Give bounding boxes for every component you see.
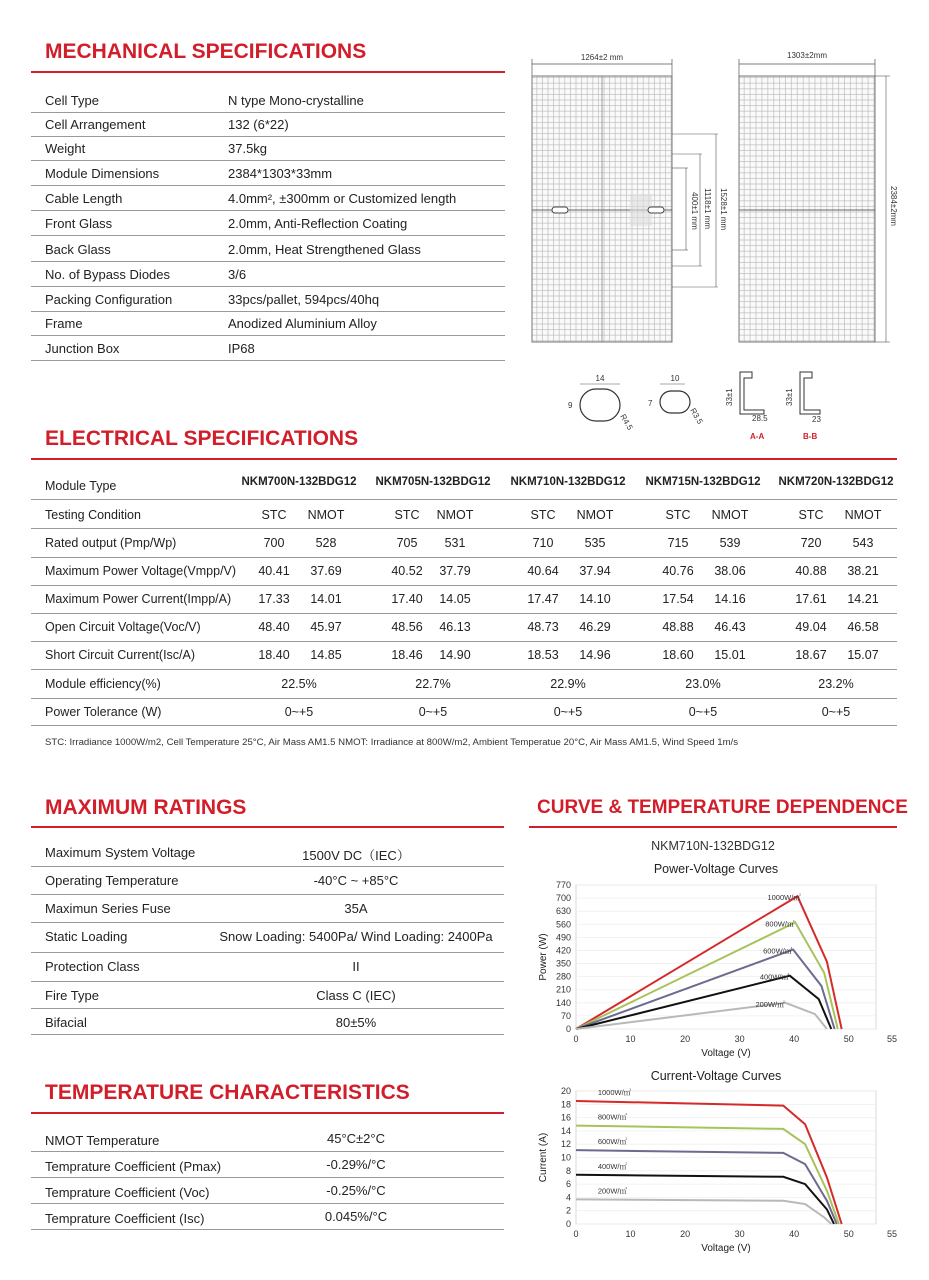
mechanical-row-value: 2384*1303*33mm [228,166,333,181]
testing-condition-label: Testing Condition [45,508,141,522]
nmot-label: NMOT [307,508,345,522]
y-axis-label: Current (A) [538,1132,549,1183]
mechanical-row-label: Front Glass [45,216,113,231]
electrical-value: 539 [719,536,741,550]
x-tick-label: 50 [843,1034,854,1044]
y-tick-label: 210 [555,984,571,995]
ratings-row [31,1008,504,1035]
ratings-row-value: -40°C ~ +85°C [313,873,399,888]
x-tick-label: 10 [625,1229,636,1239]
temperature-row-value: 45°C±2°C [327,1131,385,1146]
ratings-row [31,894,504,923]
ratings-row-label: Static Loading [45,929,128,944]
electrical-value: 715 [667,536,689,550]
ratings-row-label: Protection Class [45,959,140,974]
mechanical-row-value: 132 (6*22) [228,117,289,132]
electrical-value: 17.61 [795,592,827,606]
electrical-value: 17.33 [258,592,290,606]
mechanical-row [31,262,505,287]
temperature-title-rule [31,1112,504,1114]
electrical-value: 37.69 [310,564,342,578]
mechanical-row [31,186,505,211]
temperature-row-label: Temprature Coefficient (Pmax) [45,1159,222,1174]
mechanical-row [31,211,505,236]
series-label: 1000W/㎡ [767,893,801,903]
efficiency-value: 22.7% [415,677,451,691]
nmot-label: NMOT [436,508,474,522]
electrical-value: 18.46 [391,648,423,662]
tolerance-value: 0~+5 [821,705,851,719]
series-label: 800W/㎡ [765,919,795,929]
series-label: 1000W/㎡ [597,1087,632,1097]
ratings-row [31,952,504,982]
electrical-value: 14.85 [310,648,342,662]
hole1-height: 9 [568,401,573,410]
stc-label: STC [261,508,287,522]
y-tick-label: 2 [565,1205,571,1216]
efficiency-value: 23.2% [818,677,854,691]
electrical-value: 543 [852,536,874,550]
ratings-title: MAXIMUM RATINGS [45,796,247,819]
electrical-value: 38.21 [847,564,879,578]
electrical-value: 18.67 [795,648,827,662]
electrical-value: 720 [800,536,822,550]
efficiency-value: 23.0% [685,677,721,691]
ratings-row-value: 80±5% [335,1015,377,1030]
x-tick-label: 30 [734,1229,745,1239]
electrical-value: 40.41 [258,564,290,578]
mechanical-row-label: Cable Length [45,191,123,206]
ratings-row-label: Bifacial [45,1015,87,1030]
aa-height: 33±1 [725,388,734,406]
mechanical-row [31,237,505,262]
mechanical-row-value: 33pcs/pallet, 594pcs/40hq [228,292,380,307]
x-tick-label: 55 [886,1034,898,1044]
efficiency-value: 22.9% [550,677,586,691]
electrical-value: 48.73 [527,620,559,634]
electrical-value: 40.64 [527,564,559,578]
electrical-value: 535 [584,536,606,550]
mechanical-row [31,112,505,137]
mechanical-row-label: No. of Bypass Diodes [45,267,171,282]
electrical-row [31,641,897,670]
stc-label: STC [665,508,691,522]
electrical-row [31,585,897,614]
y-tick-label: 0 [565,1024,571,1034]
electrical-title-rule [31,458,897,460]
electrical-value: 18.53 [527,648,559,662]
electrical-value: 45.97 [310,620,342,634]
pv-chart [529,857,898,1062]
tolerance-value: 0~+5 [284,705,314,719]
series-label: 200W/㎡ [597,1186,628,1196]
x-tick-label: 0 [573,1229,579,1239]
electrical-value: 37.79 [439,564,471,578]
temperature-row [31,1152,504,1178]
temperature-row-value: -0.25%/°C [326,1183,386,1198]
mechanical-row-label: Frame [45,316,83,331]
model-name: NKM700N-132BDG12 [241,476,357,488]
y-tick-label: 280 [555,971,571,982]
electrical-row-label: Maximum Power Voltage(Vmpp/V) [45,564,237,578]
electrical-header-row [31,471,897,500]
mechanical-row [31,88,505,113]
y-tick-label: 350 [555,958,571,969]
x-axis-label: Voltage (V) [701,1048,751,1059]
mechanical-row [31,311,505,336]
mechanical-row [31,287,505,312]
electrical-value: 17.40 [391,592,423,606]
y-tick-label: 490 [555,932,571,943]
x-tick-label: 30 [734,1034,745,1044]
mechanical-row-label: Packing Configuration [45,292,173,307]
efficiency-row [31,670,897,699]
model-name: NKM720N-132BDG12 [778,476,894,488]
mechanical-row-value: 37.5kg [228,141,268,156]
frame-section-bb [785,372,821,441]
mechanical-row-value: 2.0mm, Anti-Reflection Coating [228,216,408,231]
ratings-row-label: Operating Temperature [45,873,179,888]
x-tick-label: 20 [680,1229,691,1239]
stc-label: STC [798,508,824,522]
electrical-value: 528 [315,536,337,550]
model-name: NKM705N-132BDG12 [375,476,491,488]
y-tick-label: 18 [560,1099,571,1110]
aa-label: A-A [750,432,765,441]
y-tick-label: 0 [565,1219,571,1229]
mounting-hole-detail [568,374,705,432]
electrical-value: 46.29 [579,620,611,634]
mechanical-row-value: 2.0mm, Heat Strengthened Glass [228,242,421,257]
curves-title-rule [529,826,897,828]
ratings-row-value: 35A [344,901,368,916]
electrical-value: 48.56 [391,620,423,634]
hole2-width: 10 [670,374,680,383]
mechanical-row-value: N type Mono-crystalline [228,93,364,108]
testing-condition-row [31,500,897,529]
front-width-dim: 1264±2 mm [580,53,624,62]
electrical-value: 49.04 [795,620,827,634]
model-name: NKM710N-132BDG12 [510,476,626,488]
nmot-label: NMOT [844,508,882,522]
electrical-value: 37.94 [579,564,611,578]
mechanical-row-value: Anodized Aluminium Alloy [228,316,377,331]
chart-title: Power-Voltage Curves [653,862,779,876]
nmot-label: NMOT [711,508,749,522]
y-axis-label: Power (W) [538,933,549,981]
dim-400: 400±1 mm [690,192,699,230]
electrical-value: 14.01 [310,592,342,606]
electrical-value: 17.47 [527,592,559,606]
electrical-value: 700 [263,536,285,550]
electrical-row-label: Rated output (Pmp/Wp) [45,536,177,550]
mechanical-row-label: Module Dimensions [45,166,160,181]
ratings-row-label: Maximum System Voltage [45,845,196,860]
x-tick-label: 50 [843,1229,854,1239]
series-label: 600W/㎡ [597,1137,628,1147]
frame-section-aa [725,372,768,441]
x-tick-label: 0 [573,1034,579,1044]
tolerance-value: 0~+5 [553,705,583,719]
mechanical-row-value: 3/6 [228,267,247,282]
electrical-value: 48.88 [662,620,694,634]
mechanical-row [31,161,505,186]
electrical-row [31,529,897,558]
tolerance-value: 0~+5 [688,705,718,719]
y-tick-label: 140 [555,997,571,1008]
y-tick-label: 6 [565,1179,571,1190]
mechanical-row [31,136,505,161]
hole2-height: 7 [648,399,653,408]
ratings-row-label: Fire Type [45,988,99,1003]
stc-label: STC [530,508,556,522]
module-drawing [520,44,920,454]
electrical-row-label: Open Circuit Voltage(Voc/V) [45,620,201,634]
back-width-dim: 1303±2mm [787,51,827,60]
mechanical-row-label: Back Glass [45,242,111,257]
test-conditions-note: STC: Irradiance 1000W/m2, Cell Temperature 25°C, Air Mass AM1.5 NMOT: Irradiance at 800W/m2, Ambient Temperatue 20°C, Air Mass AM1.5, Wind Speed 1m/s [45,737,739,748]
electrical-value: 14.21 [847,592,879,606]
electrical-value: 40.88 [795,564,827,578]
ratings-row-value: Class C (IEC) [316,988,396,1003]
temperature-row [31,1126,504,1152]
ratings-row [31,838,504,867]
ratings-row-label: Maximun Series Fuse [45,901,171,916]
ratings-row-value: Snow Loading: 5400Pa/ Wind Loading: 2400Pa [219,929,493,944]
model-name: NKM715N-132BDG12 [645,476,761,488]
tolerance-value: 0~+5 [418,705,448,719]
electrical-value: 15.01 [714,648,746,662]
electrical-value: 40.76 [662,564,694,578]
electrical-value: 17.54 [662,592,694,606]
stc-label: STC [394,508,420,522]
dim-1528: 1528±1 mm [719,188,728,231]
electrical-value: 40.52 [391,564,423,578]
curves-model: NKM710N-132BDG12 [651,839,775,853]
y-tick-label: 700 [555,893,571,904]
electrical-value: 14.05 [439,592,471,606]
back-view [739,51,898,342]
electrical-row-label: Short Circuit Current(Isc/A) [45,648,196,662]
x-tick-label: 40 [789,1229,800,1239]
y-tick-label: 770 [555,880,571,890]
y-tick-label: 10 [560,1152,571,1163]
ratings-row [31,922,504,953]
mechanical-row-label: Cell Arrangement [45,117,146,132]
mechanical-row-label: Cell Type [45,93,99,108]
series-label: 400W/㎡ [759,972,790,982]
electrical-value: 18.40 [258,648,290,662]
mechanical-title-rule [31,71,505,73]
y-tick-label: 8 [565,1165,571,1176]
y-tick-label: 70 [560,1010,571,1021]
temperature-row [31,1204,504,1230]
y-tick-label: 560 [555,919,571,930]
y-tick-label: 4 [565,1192,571,1203]
mechanical-row-label: Junction Box [45,341,120,356]
x-tick-label: 55 [886,1229,898,1239]
electrical-value: 18.60 [662,648,694,662]
mechanical-row-value: IP68 [228,341,255,356]
series-label: 200W/㎡ [755,999,785,1009]
dim-1118: 1118±1 mm [703,188,712,229]
y-tick-label: 14 [560,1125,571,1136]
nmot-label: NMOT [576,508,614,522]
series-label: 600W/㎡ [763,946,793,956]
electrical-value: 14.10 [579,592,611,606]
electrical-row-label: Maximum Power Current(Impp/A) [45,592,232,606]
temperature-row-label: NMOT Temperature [45,1133,160,1148]
mechanical-row-value: 4.0mm², ±300mm or Customized length [228,191,457,206]
tolerance-row [31,698,897,726]
temperature-row-value: -0.29%/°C [326,1157,386,1172]
y-tick-label: 16 [560,1112,571,1123]
aa-width: 28.5 [752,414,768,423]
efficiency-value: 22.5% [281,677,317,691]
electrical-value: 46.13 [439,620,471,634]
y-tick-label: 20 [560,1086,571,1096]
x-tick-label: 40 [789,1034,800,1044]
y-tick-label: 630 [555,906,571,917]
tolerance-label: Power Tolerance (W) [45,705,162,719]
temperature-row-value: 0.045%/°C [324,1209,388,1224]
electrical-value: 14.16 [714,592,746,606]
ratings-row-value: 1500V DC（IEC） [302,848,410,863]
ratings-title-rule [31,826,504,828]
x-tick-label: 10 [625,1034,636,1044]
ratings-row-value: II [352,959,360,974]
electrical-value: 14.96 [579,648,611,662]
electrical-title: ELECTRICAL SPECIFICATIONS [45,427,359,450]
chart-title: Current-Voltage Curves [650,1069,782,1083]
electrical-value: 531 [444,536,466,550]
hole2-radius: R3.5 [688,406,705,426]
bb-height: 33±1 [785,388,794,406]
efficiency-label: Module efficiency(%) [45,677,161,691]
temperature-row [31,1178,504,1204]
temperature-row-label: Temprature Coefficient (Voc) [45,1185,210,1200]
dim-2384: 2384±2mm [889,186,898,226]
y-tick-label: 12 [560,1139,571,1150]
mechanical-row [31,336,505,361]
temperature-row-label: Temprature Coefficient (Isc) [45,1211,205,1226]
front-view [532,53,728,342]
x-tick-label: 20 [680,1034,691,1044]
ratings-row [31,866,504,895]
temperature-title: TEMPERATURE CHARACTERISTICS [45,1081,410,1104]
x-axis-label: Voltage (V) [701,1243,751,1254]
electrical-value: 46.58 [847,620,879,634]
electrical-value: 14.90 [439,648,471,662]
y-tick-label: 420 [555,945,571,956]
electrical-row [31,557,897,586]
hole1-width: 14 [595,374,605,383]
series-label: 400W/㎡ [597,1161,628,1171]
electrical-value: 46.43 [714,620,746,634]
electrical-row [31,613,897,642]
mechanical-row-label: Weight [45,141,86,156]
electrical-value: 38.06 [714,564,746,578]
ratings-row [31,981,504,1009]
mechanical-title: MECHANICAL SPECIFICATIONS [45,40,367,63]
electrical-value: 705 [396,536,418,550]
iv-chart [529,1064,898,1264]
electrical-value: 15.07 [847,648,879,662]
bb-label: B-B [803,432,818,441]
module-type-label: Module Type [45,479,117,493]
electrical-value: 710 [532,536,554,550]
curves-title: CURVE & TEMPERATURE DEPENDENCE [537,797,908,818]
series-label: 800W/㎡ [597,1112,628,1122]
electrical-value: 48.40 [258,620,290,634]
hole1-radius: R4.5 [618,412,635,432]
bb-width: 23 [812,415,821,424]
